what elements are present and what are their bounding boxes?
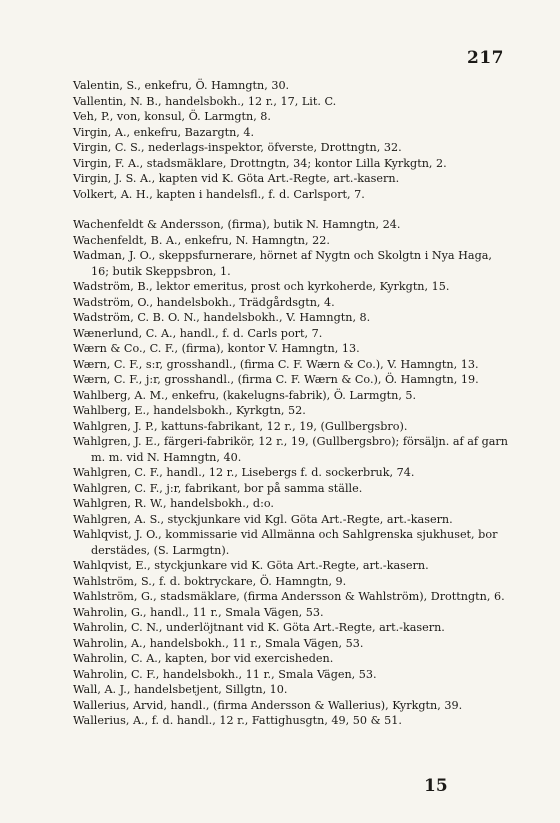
list-item: Wadström, C. B. O. N., handelsbokh., V. Hamngtn, 8.: [73, 311, 371, 324]
list-item: Wahlström, S., f. d. boktryckare, Ö. Hamngtn, 9.: [73, 574, 347, 588]
list-item: Wallerius, Arvid, handl., (firma Andersson & Wallerius), Kyrkgtn, 39.: [73, 698, 463, 712]
signature-mark: 15: [424, 776, 448, 796]
list-item: Wænerlund, C. A., handl., f. d. Carls port, 7.: [73, 326, 323, 340]
list-item: Wahrolin, A., handelsbokh., 11 r., Smala Vägen, 53.: [73, 636, 364, 650]
list-item: Valentin, S., enkefru, Ö. Hamngtn, 30.: [73, 79, 290, 92]
list-item: Wahlgren, R. W., handelsbokh., d:o.: [73, 497, 274, 510]
list-item: Wahrolin, C. F., handelsbokh., 11 r., Smala Vägen, 53.: [73, 667, 377, 681]
list-item: Wallerius, A., f. d. handl., 12 r., Fattighusgtn, 49, 50 & 51.: [73, 714, 402, 727]
list-item: Virgin, A., enkefru, Bazargtn, 4.: [73, 125, 255, 139]
list-item: Wahlgren, C. F., handl., 12 r., Lisebergs f. d. sockerbruk, 74.: [73, 466, 415, 479]
list-item: Virgin, F. A., stadsmäklare, Drottngtn, 34; kontor Lilla Kyrkgtn, 2.: [73, 156, 447, 170]
list-item: Wahlberg, A. M., enkefru, (kakelugns-fabrik), Ö. Larmgtn, 5.: [73, 388, 417, 402]
page-number: 217: [467, 48, 504, 68]
list-item: Veh, P., von, konsul, Ö. Larmgtn, 8.: [73, 110, 271, 123]
directory-listing: [73, 78, 513, 729]
list-item: Wærn & Co., C. F., (firma), kontor V. Hamngtn, 13.: [73, 342, 360, 355]
list-item: Wachenfeldt, B. A., enkefru, N. Hamngtn, 22.: [73, 233, 330, 247]
list-item: Virgin, C. S., nederlags-inspektor, öfverste, Drottngtn, 32.: [73, 141, 402, 154]
section-gap: [73, 202, 513, 217]
list-item: Wahrolin, G., handl., 11 r., Smala Vägen, 53.: [73, 605, 324, 619]
list-item: Virgin, J. S. A., kapten vid K. Göta Art.-Regte, art.-kasern.: [73, 172, 400, 185]
list-item: Wærn, C. F., s:r, grosshandl., (firma C. F. Wærn & Co.), V. Hamngtn, 13.: [73, 357, 479, 371]
list-item: Wahlqvist, J. O., kommissarie vid Allmänna och Sahlgrenska sjukhuset, bor derstädes, (S. Larmgtn).: [73, 528, 498, 557]
list-item: Vallentin, N. B., handelsbokh., 12 r., 17, Lit. C.: [73, 94, 337, 108]
list-item: Wærn, C. F., j:r, grosshandl., (firma C. F. Wærn & Co.), Ö. Hamngtn, 19.: [73, 373, 479, 386]
list-item: Wachenfeldt & Andersson, (firma), butik N. Hamngtn, 24.: [73, 218, 401, 231]
list-item: Wahrolin, C. A., kapten, bor vid exercisheden.: [73, 652, 334, 665]
list-item: Wahrolin, C. N., underlöjtnant vid K. Göta Art.-Regte, art.-kasern.: [73, 621, 445, 634]
list-item: Wahlgren, J. E., färgeri-fabrikör, 12 r., 19, (Gullbergsbro); försäljn. af af garn m. m. vid N. Hamngtn, 40.: [73, 435, 508, 464]
list-item: Wahlgren, J. P., kattuns-fabrikant, 12 r., 19, (Gullbergsbro).: [73, 419, 408, 433]
list-item: Wahlberg, E., handelsbokh., Kyrkgtn, 52.: [73, 404, 306, 417]
list-item: Wahlqvist, E., styckjunkare vid K. Göta Art.-Regte, art.-kasern.: [73, 559, 429, 572]
list-item: Wahlgren, A. S., styckjunkare vid Kgl. Göta Art.-Regte, art.-kasern.: [73, 512, 453, 526]
list-item: Wadström, B., lektor emeritus, prost och kyrkoherde, Kyrkgtn, 15.: [73, 280, 450, 293]
list-item: Wadström, O., handelsbokh., Trädgårdsgtn, 4.: [73, 295, 335, 309]
list-item: Wadman, J. O., skeppsfurnerare, hörnet af Nygtn och Skolgtn i Nya Haga, 16; butik Skeppsbron, 1.: [73, 249, 492, 278]
list-item: Wall, A. J., handelsbetjent, Sillgtn, 10.: [73, 683, 288, 696]
list-item: Volkert, A. H., kapten i handelsfl., f. d. Carlsport, 7.: [73, 187, 365, 201]
list-item: Wahlgren, C. F., j:r, fabrikant, bor på samma ställe.: [73, 481, 363, 495]
list-item: Wahlström, G., stadsmäklare, (firma Andersson & Wahlström), Drottngtn, 6.: [73, 590, 505, 603]
